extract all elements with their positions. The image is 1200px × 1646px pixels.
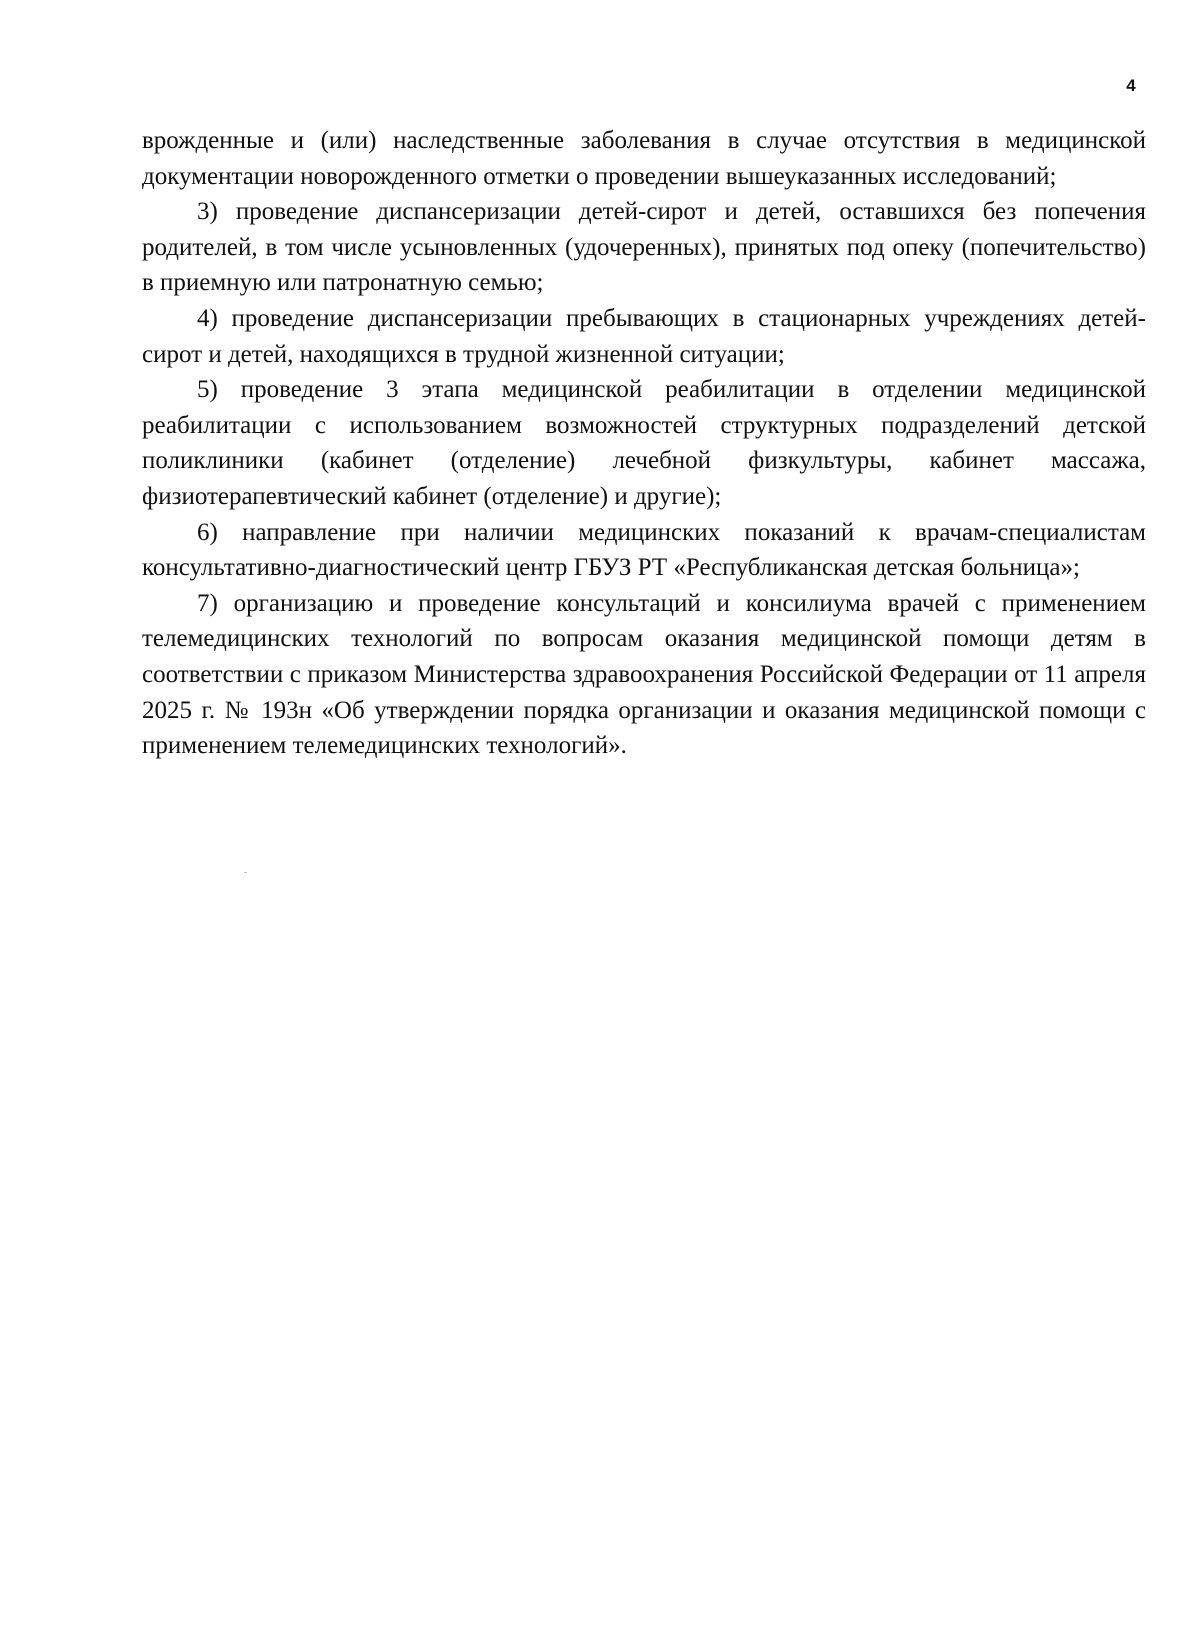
page-number: 4 <box>1126 76 1136 95</box>
scan-speck <box>244 872 247 873</box>
list-item-6: 6) направление при наличии медицинских показаний к врачам-специалистам консультативно-диагностический центр ГБУЗ РТ «Республиканская детская больница»; <box>142 518 1146 582</box>
list-item-3: 3) проведение диспансеризации детей-сирот и детей, оставшихся без попечения родителей, в том числе усыновленных (удочеренных), принятых под опеку (попечительство) в приемную или патронатную семью; <box>142 198 1146 297</box>
paragraph-continuation: врожденные и (или) наследственные заболевания в случае отсутствия в медицинской документации новорожденного отметки о проведении вышеуказанных исследований; <box>142 127 1146 190</box>
list-item-5: 5) проведение 3 этапа медицинской реабилитации в отделении медицинской реабилитации с использованием возможностей структурных подразделений детской поликлиники (кабинет (отделение) лечебной физкультуры, кабинет массажа, физиотерапевтический кабинет (отделение) и другие); <box>142 376 1146 510</box>
list-item-7: 7) организацию и проведение консультаций и консилиума врачей с применением телемедицинских технологий по вопросам оказания медицинской помощи детям в соответствии с приказом Министерства здравоохранения Российской Федерации от 11 апреля 2025 г. № 193н «Об утверждении порядка организации и оказания медицинской помощи с применением телемедицинских технологий». <box>142 589 1146 760</box>
document-body <box>142 123 1146 764</box>
list-item-4: 4) проведение диспансеризации пребывающих в стационарных учреждениях детей-сирот и детей, находящихся в трудной жизненной ситуации; <box>142 304 1146 368</box>
